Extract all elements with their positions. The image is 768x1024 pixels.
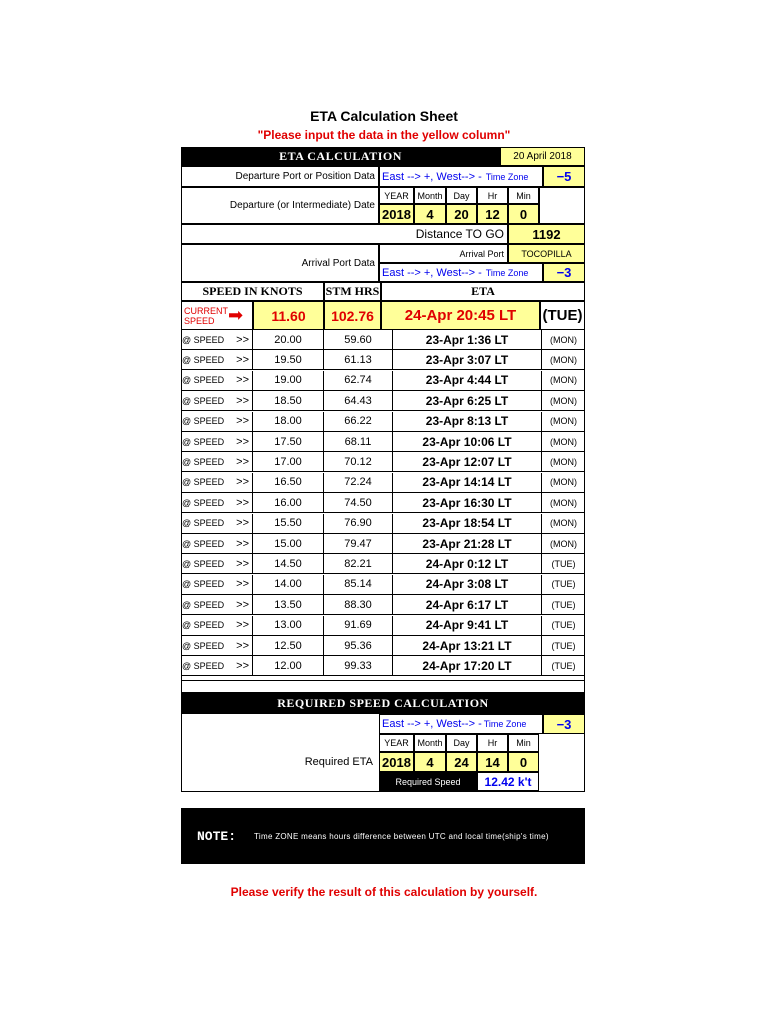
row-eta: 24-Apr 6:17 LT xyxy=(393,595,542,615)
chevron-right-icon: >> xyxy=(236,659,250,672)
row-eta-day: (TUE) xyxy=(542,636,585,656)
row-eta: 23-Apr 16:30 LT xyxy=(393,493,542,513)
row-speed-label xyxy=(181,493,253,513)
table-row xyxy=(181,412,585,432)
row-eta: 23-Apr 4:44 LT xyxy=(393,371,542,391)
chevron-right-icon: >> xyxy=(236,374,250,387)
distance-input[interactable]: 1192 xyxy=(508,224,585,244)
row-eta: 24-Apr 13:21 LT xyxy=(393,636,542,656)
req-day-header: Day xyxy=(446,734,477,752)
stm-hours-column-header: STM HRS xyxy=(324,282,381,301)
verification-notice: Please verify the result of this calculation by yourself. xyxy=(230,885,538,899)
arrival-port-label: Arrival Port xyxy=(379,244,508,263)
arrival-timezone-input[interactable]: −3 xyxy=(543,263,585,282)
chevron-right-icon: >> xyxy=(236,496,250,509)
row-eta: 23-Apr 1:36 LT xyxy=(393,330,542,350)
dep-month-header: Month xyxy=(414,187,446,204)
distance-label: Distance TO GO xyxy=(181,224,508,244)
note-text: Time ZONE means hours difference between UTC and local time(ship's time) xyxy=(254,831,549,841)
chevron-right-icon: >> xyxy=(236,476,250,489)
req-timezone-input[interactable]: −3 xyxy=(543,714,585,734)
row-speed: 17.00 xyxy=(253,452,324,472)
chevron-right-icon: >> xyxy=(236,619,250,632)
table-row xyxy=(181,575,585,595)
row-speed-label xyxy=(181,330,253,350)
chevron-right-icon: >> xyxy=(236,537,250,550)
table-row xyxy=(181,656,585,676)
speed-prefix: @ SPEED xyxy=(182,436,225,447)
row-speed-label xyxy=(181,350,253,370)
row-speed: 12.50 xyxy=(253,636,324,656)
req-year-input[interactable]: 2018 xyxy=(379,752,414,772)
req-day-input[interactable]: 24 xyxy=(446,752,477,772)
chevron-right-icon: >> xyxy=(236,557,250,570)
row-speed: 13.50 xyxy=(253,595,324,615)
row-eta: 23-Apr 21:28 LT xyxy=(393,534,542,554)
speed-prefix: @ SPEED xyxy=(182,620,225,631)
tz-direction-hint: East --> +, West--> - xyxy=(382,170,482,183)
note-label: NOTE: xyxy=(197,828,237,844)
dep-day-header: Day xyxy=(446,187,477,204)
row-speed: 13.00 xyxy=(253,616,324,636)
table-row xyxy=(181,616,585,636)
table-row xyxy=(181,371,585,391)
row-stm-hours: 74.50 xyxy=(324,493,393,513)
chevron-right-icon: >> xyxy=(236,333,250,346)
dep-year-header: YEAR xyxy=(379,187,414,204)
row-eta: 24-Apr 0:12 LT xyxy=(393,554,542,574)
required-speed-value: 12.42 k't xyxy=(477,772,539,791)
row-speed-label xyxy=(181,391,253,411)
table-row xyxy=(181,452,585,472)
row-stm-hours: 72.24 xyxy=(324,473,393,493)
row-stm-hours: 59.60 xyxy=(324,330,393,350)
dep-empty-cell xyxy=(539,187,585,224)
row-speed-label xyxy=(181,514,253,534)
row-speed: 19.00 xyxy=(253,371,324,391)
speed-prefix: @ SPEED xyxy=(182,660,225,671)
row-eta-day: (TUE) xyxy=(542,554,585,574)
row-stm-hours: 61.13 xyxy=(324,350,393,370)
dep-hour-header: Hr xyxy=(477,187,508,204)
row-stm-hours: 68.11 xyxy=(324,432,393,452)
speed-prefix: @ SPEED xyxy=(182,456,225,467)
row-eta-day: (MON) xyxy=(542,452,585,472)
input-instruction: "Please input the data in the yellow column" xyxy=(257,128,511,142)
table-row xyxy=(181,554,585,574)
required-speed-header: REQUIRED SPEED CALCULATION xyxy=(181,693,585,714)
row-speed: 15.00 xyxy=(253,534,324,554)
row-speed: 19.50 xyxy=(253,350,324,370)
arrival-port-input[interactable]: TOCOPILLA xyxy=(508,244,585,263)
chevron-right-icon: >> xyxy=(236,517,250,530)
eta-calculation-header: ETA CALCULATION xyxy=(181,147,500,166)
req-min-input[interactable]: 0 xyxy=(508,752,539,772)
row-stm-hours: 85.14 xyxy=(324,575,393,595)
row-speed: 18.00 xyxy=(253,412,324,432)
speed-column-header: SPEED IN KNOTS xyxy=(181,282,324,301)
required-eta-label: Required ETA xyxy=(304,756,373,768)
row-stm-hours: 95.36 xyxy=(324,636,393,656)
row-speed: 16.50 xyxy=(253,473,324,493)
speed-prefix: @ SPEED xyxy=(182,354,225,365)
speed-prefix: @ SPEED xyxy=(182,579,225,590)
req-tz-hint xyxy=(379,714,543,734)
spacer-row xyxy=(181,677,585,693)
row-speed-label xyxy=(181,595,253,615)
chevron-right-icon: >> xyxy=(236,639,250,652)
departure-timezone-input[interactable]: −5 xyxy=(543,166,585,187)
chevron-right-icon: >> xyxy=(236,394,250,407)
chevron-right-icon: >> xyxy=(236,455,250,468)
speed-prefix: @ SPEED xyxy=(182,518,225,529)
row-eta: 23-Apr 10:06 LT xyxy=(393,432,542,452)
row-eta-day: (MON) xyxy=(542,514,585,534)
departure-date-label: Departure (or Intermediate) Date xyxy=(181,187,379,224)
row-speed-label xyxy=(181,636,253,656)
row-eta: 24-Apr 17:20 LT xyxy=(393,656,542,676)
row-eta-day: (MON) xyxy=(542,391,585,411)
row-eta-day: (MON) xyxy=(542,473,585,493)
current-date[interactable]: 20 April 2018 xyxy=(500,147,585,166)
speed-prefix: @ SPEED xyxy=(182,477,225,488)
row-speed: 14.00 xyxy=(253,575,324,595)
table-row xyxy=(181,514,585,534)
table-row xyxy=(181,595,585,615)
table-row xyxy=(181,473,585,493)
current-speed-label: CURRENT SPEED xyxy=(184,305,228,326)
req-hour-header: Hr xyxy=(477,734,508,752)
row-eta-day: (TUE) xyxy=(542,575,585,595)
table-row xyxy=(181,432,585,452)
arrival-data-label: Arrival Port Data xyxy=(181,244,379,282)
speed-prefix: @ SPEED xyxy=(182,497,225,508)
row-stm-hours: 91.69 xyxy=(324,616,393,636)
row-eta: 23-Apr 8:13 LT xyxy=(393,412,542,432)
row-stm-hours: 99.33 xyxy=(324,656,393,676)
row-speed-label xyxy=(181,554,253,574)
speed-prefix: @ SPEED xyxy=(182,640,225,651)
row-speed-label xyxy=(181,371,253,391)
table-row xyxy=(181,534,585,554)
current-speed-input[interactable]: 11.60 xyxy=(253,301,324,330)
row-eta: 23-Apr 6:25 LT xyxy=(393,391,542,411)
departure-tz-hint xyxy=(379,166,543,187)
row-eta-day: (TUE) xyxy=(542,595,585,615)
row-eta-day: (MON) xyxy=(542,350,585,370)
speed-prefix: @ SPEED xyxy=(182,416,225,427)
row-speed: 17.50 xyxy=(253,432,324,452)
speed-prefix: @ SPEED xyxy=(182,558,225,569)
dep-day-input[interactable]: 20 xyxy=(446,204,477,224)
table-row xyxy=(181,493,585,513)
departure-port-label: Departure Port or Position Data xyxy=(181,166,379,187)
row-eta: 23-Apr 14:14 LT xyxy=(393,473,542,493)
row-speed: 16.00 xyxy=(253,493,324,513)
row-speed: 12.00 xyxy=(253,656,324,676)
tz-label: Time Zone xyxy=(485,171,529,182)
note-box xyxy=(181,808,585,864)
row-speed-label xyxy=(181,452,253,472)
row-speed: 18.50 xyxy=(253,391,324,411)
row-speed-label xyxy=(181,432,253,452)
chevron-right-icon: >> xyxy=(236,353,250,366)
table-row xyxy=(181,636,585,656)
chevron-right-icon: >> xyxy=(236,578,250,591)
row-eta: 24-Apr 3:08 LT xyxy=(393,575,542,595)
row-stm-hours: 76.90 xyxy=(324,514,393,534)
row-eta-day: (TUE) xyxy=(542,616,585,636)
current-speed-label-cell xyxy=(181,301,253,330)
speed-prefix: @ SPEED xyxy=(182,334,225,345)
arrival-tz-direction-hint: East --> +, West--> - xyxy=(382,266,482,279)
row-stm-hours: 62.74 xyxy=(324,371,393,391)
current-stm-hours: 102.76 xyxy=(324,301,381,330)
row-eta: 23-Apr 3:07 LT xyxy=(393,350,542,370)
arrival-tz-hint xyxy=(379,263,543,282)
req-month-header: Month xyxy=(414,734,446,752)
row-stm-hours: 79.47 xyxy=(324,534,393,554)
required-speed-label: Required Speed xyxy=(379,772,477,791)
dep-hour-input[interactable]: 12 xyxy=(477,204,508,224)
row-eta: 24-Apr 9:41 LT xyxy=(393,616,542,636)
speed-prefix: @ SPEED xyxy=(182,538,225,549)
req-tz-label: Time Zone xyxy=(483,719,527,729)
row-eta-day: (MON) xyxy=(542,371,585,391)
row-stm-hours: 64.43 xyxy=(324,391,393,411)
dep-min-input[interactable]: 0 xyxy=(508,204,539,224)
current-eta-day: (TUE) xyxy=(540,301,585,330)
req-hour-input[interactable]: 14 xyxy=(477,752,508,772)
dep-year-input[interactable]: 2018 xyxy=(379,204,414,224)
row-speed-label xyxy=(181,534,253,554)
dep-month-input[interactable]: 4 xyxy=(414,204,446,224)
arrow-right-icon: ➡ xyxy=(228,305,244,325)
row-eta-day: (MON) xyxy=(542,330,585,350)
row-speed-label xyxy=(181,412,253,432)
chevron-right-icon: >> xyxy=(236,415,250,428)
row-eta-day: (MON) xyxy=(542,493,585,513)
sheet-title: ETA Calculation Sheet xyxy=(310,108,458,124)
current-eta: 24-Apr 20:45 LT xyxy=(381,301,540,330)
row-speed-label xyxy=(181,656,253,676)
speed-prefix: @ SPEED xyxy=(182,395,225,406)
row-speed: 15.50 xyxy=(253,514,324,534)
table-row xyxy=(181,330,585,350)
req-month-input[interactable]: 4 xyxy=(414,752,446,772)
row-eta-day: (MON) xyxy=(542,412,585,432)
row-speed: 20.00 xyxy=(253,330,324,350)
row-eta: 23-Apr 18:54 LT xyxy=(393,514,542,534)
row-eta-day: (TUE) xyxy=(542,656,585,676)
row-stm-hours: 88.30 xyxy=(324,595,393,615)
eta-column-header: ETA xyxy=(381,282,585,301)
speed-prefix: @ SPEED xyxy=(182,375,225,386)
row-speed: 14.50 xyxy=(253,554,324,574)
row-speed-label xyxy=(181,616,253,636)
row-speed-label xyxy=(181,473,253,493)
req-min-header: Min xyxy=(508,734,539,752)
arrival-tz-label: Time Zone xyxy=(485,267,529,278)
row-eta-day: (MON) xyxy=(542,534,585,554)
req-year-header: YEAR xyxy=(379,734,414,752)
row-eta: 23-Apr 12:07 LT xyxy=(393,452,542,472)
table-row xyxy=(181,350,585,370)
chevron-right-icon: >> xyxy=(236,598,250,611)
row-speed-label xyxy=(181,575,253,595)
row-stm-hours: 82.21 xyxy=(324,554,393,574)
speed-prefix: @ SPEED xyxy=(182,599,225,610)
dep-min-header: Min xyxy=(508,187,539,204)
req-tz-direction-hint: East --> +, West--> - xyxy=(382,718,482,730)
row-eta-day: (MON) xyxy=(542,432,585,452)
row-stm-hours: 70.12 xyxy=(324,452,393,472)
table-row xyxy=(181,391,585,411)
row-stm-hours: 66.22 xyxy=(324,412,393,432)
chevron-right-icon: >> xyxy=(236,435,250,448)
